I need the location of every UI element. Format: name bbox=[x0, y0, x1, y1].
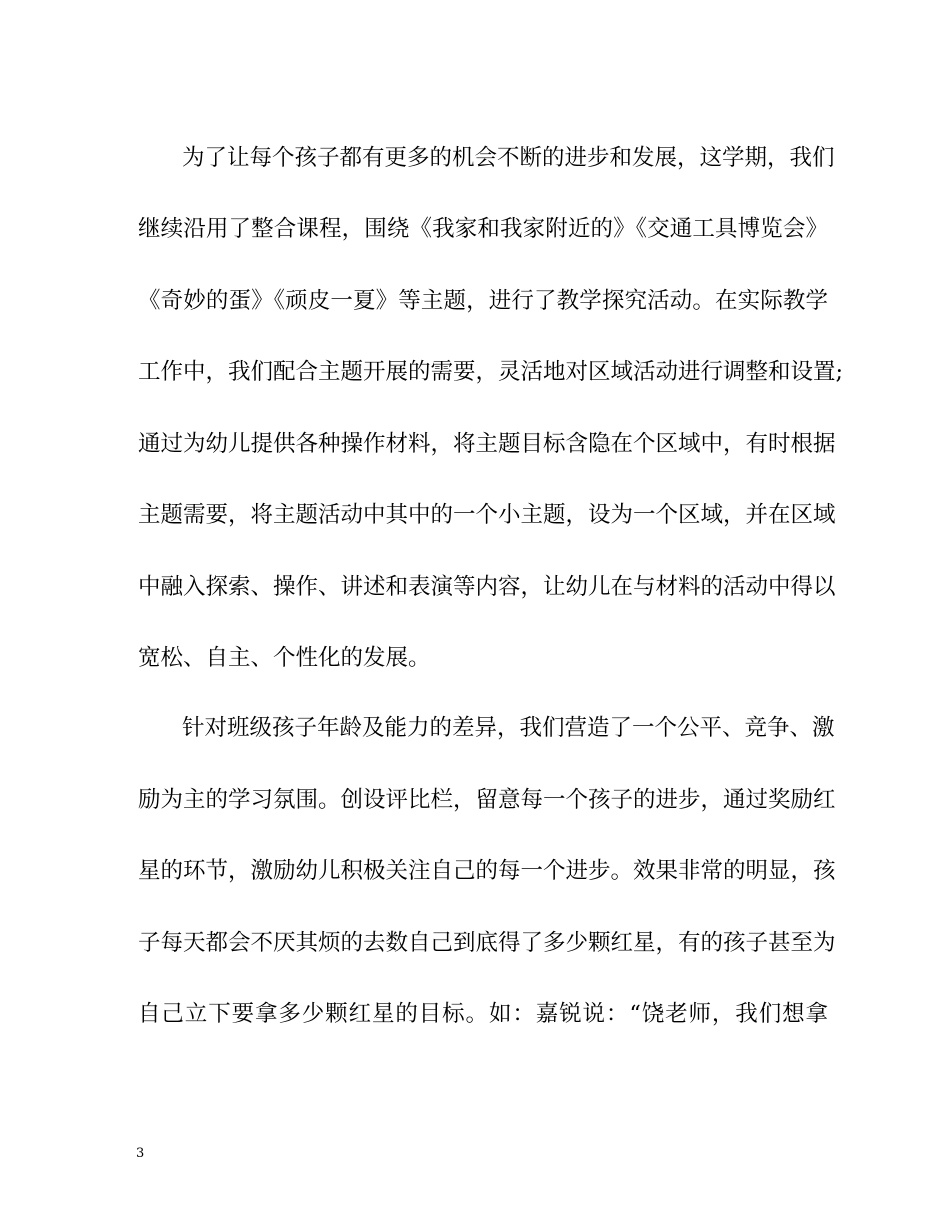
paragraph-2-line-2: 励为主的学习氛围。创设评比栏，留意每一个孩子的进步，通过奖励红 bbox=[138, 787, 836, 813]
paragraph-1-line-5: 通过为幼儿提供各种操作材料，将主题目标含隐在个区域中，有时根据 bbox=[138, 431, 836, 457]
page-number: 3 bbox=[136, 1146, 145, 1161]
paragraph-2-line-4: 子每天都会不厌其烦的去数自己到底得了多少颗红星，有的孩子甚至为 bbox=[138, 930, 836, 956]
paragraph-2-line-3: 星的环节，激励幼儿积极关注自己的每一个进步。效果非常的明显，孩 bbox=[138, 858, 836, 884]
paragraph-2-line-5: 自己立下要拿多少颗红星的目标。如：嘉锐说：“饶老师，我们想拿 bbox=[138, 1001, 828, 1027]
paragraph-2-line-1: 针对班级孩子年龄及能力的差异，我们营造了一个公平、竞争、激 bbox=[182, 715, 835, 741]
paragraph-1-line-2: 继续沿用了整合课程，围绕《我家和我家附近的》《交通工具博览会》 bbox=[138, 216, 828, 242]
paragraph-1-line-7: 中融入探索、操作、讲述和表演等内容，让幼儿在与材料的活动中得以 bbox=[138, 574, 836, 600]
paragraph-1-line-6: 主题需要，将主题活动中其中的一个小主题，设为一个区域，并在区域 bbox=[138, 502, 836, 528]
paragraph-1-line-8: 宽松、自主、个性化的发展。 bbox=[138, 645, 431, 671]
paragraph-1-line-1: 为了让每个孩子都有更多的机会不断的进步和发展，这学期，我们 bbox=[182, 145, 835, 171]
paragraph-1-line-4: 工作中，我们配合主题开展的需要，灵活地对区域活动进行调整和设置; bbox=[138, 359, 844, 385]
paragraph-1-line-3: 《奇妙的蛋》《顽皮一夏》等主题，进行了教学探究活动。在实际教学 bbox=[138, 288, 828, 314]
